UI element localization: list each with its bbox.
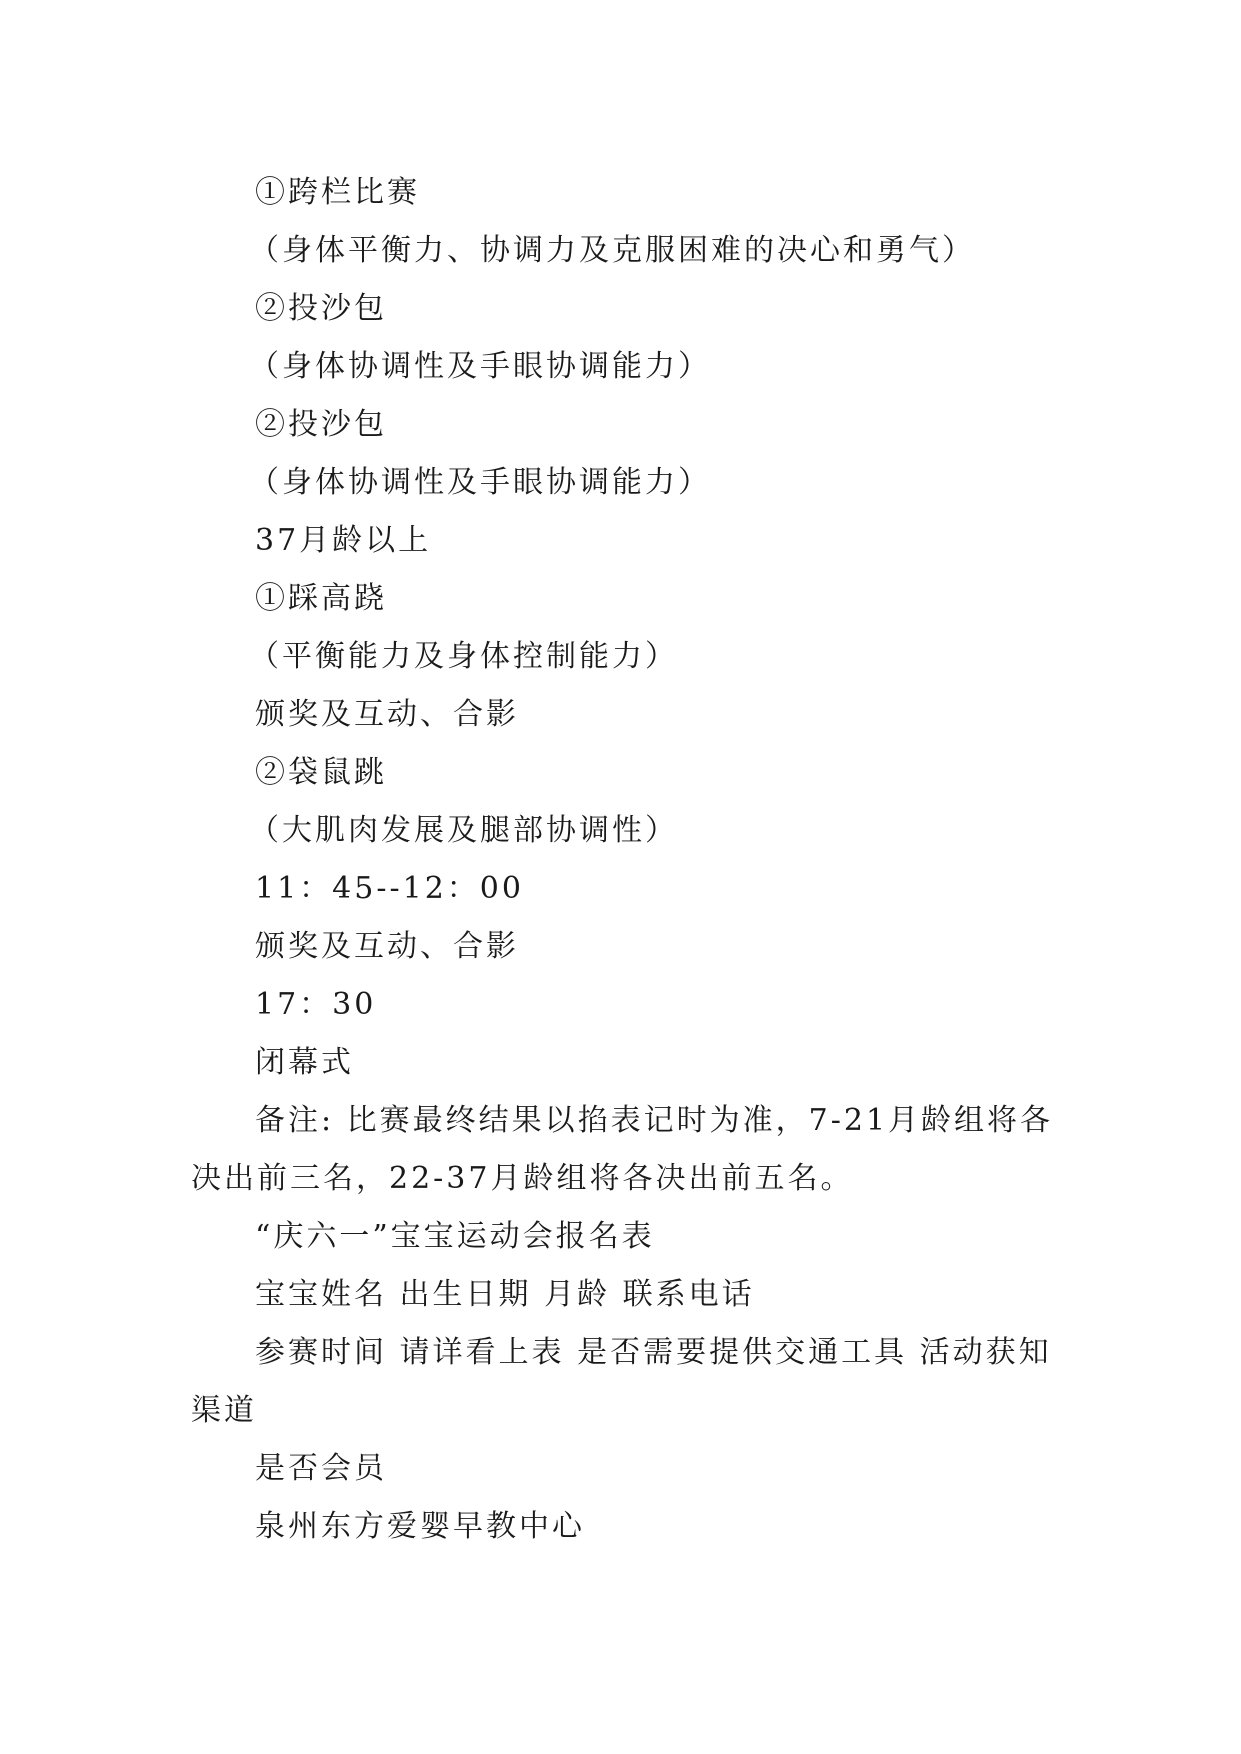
paragraph-sandbag-throw: ②投沙包 [255, 291, 387, 326]
paragraph-organization: 泉州东方爱婴早教中心 [255, 1509, 585, 1544]
paragraph-hurdle-race: ①跨栏比赛 [255, 175, 420, 210]
paragraph-kangaroo-jump: ②袋鼠跳 [255, 755, 387, 790]
paragraph-hurdle-note: （身体平衡力、协调力及克服困难的决心和勇气） [249, 233, 975, 268]
paragraph-stilts: ①踩高跷 [255, 581, 387, 616]
paragraph-sandbag-note: （身体协调性及手眼协调能力） [249, 349, 711, 384]
paragraph-remark: 备注: 比赛最终结果以掐表记时为准，7-21月龄组将各决出前三名，22-37月龄组将各决出前五名。 [191, 1103, 1054, 1196]
paragraph-form-fields-2: 参赛时间 请详看上表 是否需要提供交通工具 活动获知渠道 [191, 1335, 1052, 1428]
paragraph-award-photo: 颁奖及互动、合影 [255, 697, 519, 732]
paragraph-age-group: 37月龄以上 [255, 523, 432, 558]
paragraph-member: 是否会员 [255, 1451, 387, 1486]
paragraph-time-range: 11：45--12：00 [255, 871, 524, 906]
paragraph-closing: 闭幕式 [255, 1045, 354, 1080]
paragraph-sandbag-throw-repeat: ②投沙包 [255, 407, 387, 442]
paragraph-kangaroo-note: （大肌肉发展及腿部协调性） [249, 813, 678, 848]
paragraph-stilts-note: （平衡能力及身体控制能力） [249, 639, 678, 674]
paragraph-form-fields-1: 宝宝姓名 出生日期 月龄 联系电话 [255, 1277, 755, 1312]
paragraph-award-photo-repeat: 颁奖及互动、合影 [255, 929, 519, 964]
paragraph-form-title: “庆六一”宝宝运动会报名表 [255, 1219, 655, 1254]
paragraph-time: 17：30 [255, 987, 377, 1022]
document-body [191, 164, 1061, 1556]
paragraph-sandbag-note-repeat: （身体协调性及手眼协调能力） [249, 465, 711, 500]
